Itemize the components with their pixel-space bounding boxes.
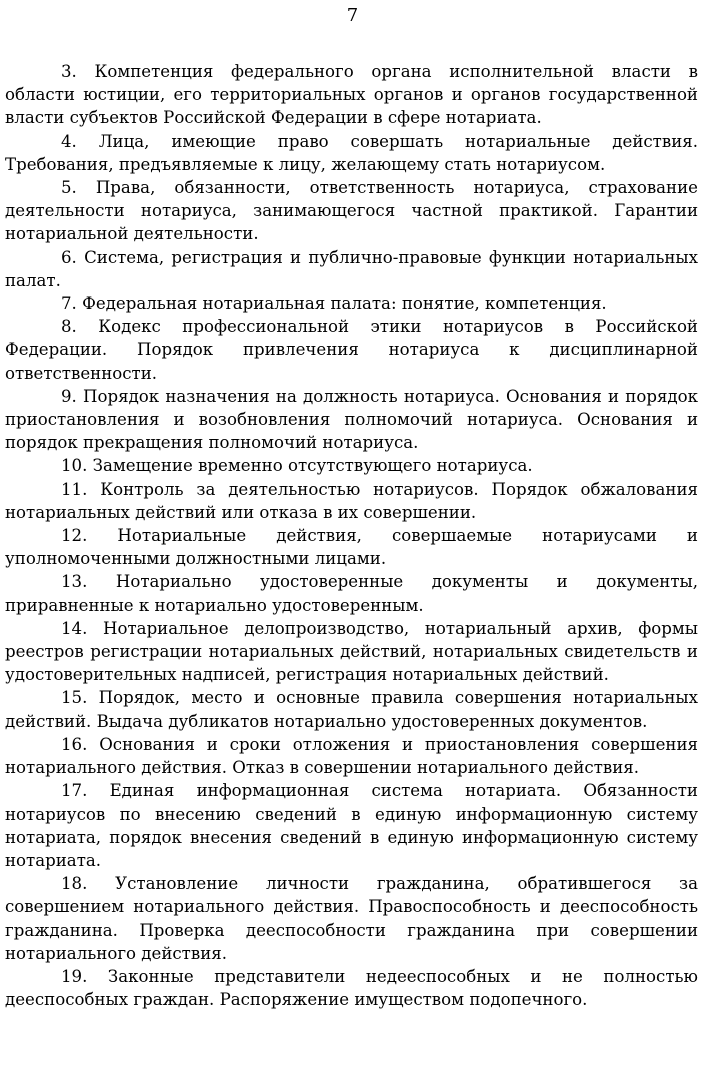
list-item: 3. Компетенция федерального органа исполнительной власти в области юстиции, его территориальных органов и органов государственной власти субъектов Российской Федерации в сфере нотариата.	[5, 62, 698, 128]
list-item: 7. Федеральная нотариальная палата: понятие, компетенция.	[61, 294, 607, 314]
list-item: 16. Основания и сроки отложения и приостановления совершения нотариального действия. Отказ в совершении нотариального действия.	[5, 734, 698, 778]
list-item: 18. Установление личности гражданина, обратившегося за совершением нотариального действия. Правоспособность и дееспособность гражданина. Проверка дееспособности гражданина при совершении нотариального действия.	[5, 874, 698, 963]
list-item: 10. Замещение временно отсутствующего нотариуса.	[61, 456, 533, 476]
list-item: 12. Нотариальные действия, совершаемые нотариусами и уполномоченными должностными лицами.	[5, 526, 698, 569]
question-list	[5, 60, 698, 1011]
page-number: 7	[346, 5, 359, 26]
list-item: 14. Нотариальное делопроизводство, нотариальный архив, формы реестров регистрации нотариальных действий, нотариальных свидетельств и удостоверительных надписей, регистрация нотариальных действий.	[5, 618, 698, 685]
list-item: 4. Лица, имеющие право совершать нотариальные действия. Требования, предъявляемые к лицу, желающему стать нотариусом.	[5, 131, 698, 174]
list-item: 13. Нотариально удостоверенные документы и документы, приравненные к нотариально удостоверенным.	[5, 572, 698, 615]
list-item: 15. Порядок, место и основные правила совершения нотариальных действий. Выдача дубликатов нотариально удостоверенных документов.	[5, 688, 698, 731]
list-item: 8. Кодекс профессиональной этики нотариусов в Российской Федерации. Порядок привлечения нотариуса к дисциплинарной ответственности.	[5, 317, 698, 383]
list-item: 5. Права, обязанности, ответственность нотариуса, страхование деятельности нотариуса, занимающегося частной практикой. Гарантии нотариальной деятельности.	[5, 178, 698, 244]
list-item: 19. Законные представители недееспособных и не полностью дееспособных граждан. Распоряжение имуществом подопечного.	[5, 966, 698, 1010]
list-item: 6. Система, регистрация и публично-правовые функции нотариальных палат.	[5, 247, 698, 290]
list-item: 17. Единая информационная система нотариата. Обязанности нотариусов по внесению сведений в единую информационную систему нотариата, порядок внесения сведений в единую информационную систему нотариата.	[5, 781, 698, 870]
list-item: 11. Контроль за деятельностью нотариусов. Порядок обжалования нотариальных действий или отказа в их совершении.	[5, 479, 698, 522]
list-item: 9. Порядок назначения на должность нотариуса. Основания и порядок приостановления и возобновления полномочий нотариуса. Основания и порядок прекращения полномочий нотариуса.	[5, 386, 698, 453]
